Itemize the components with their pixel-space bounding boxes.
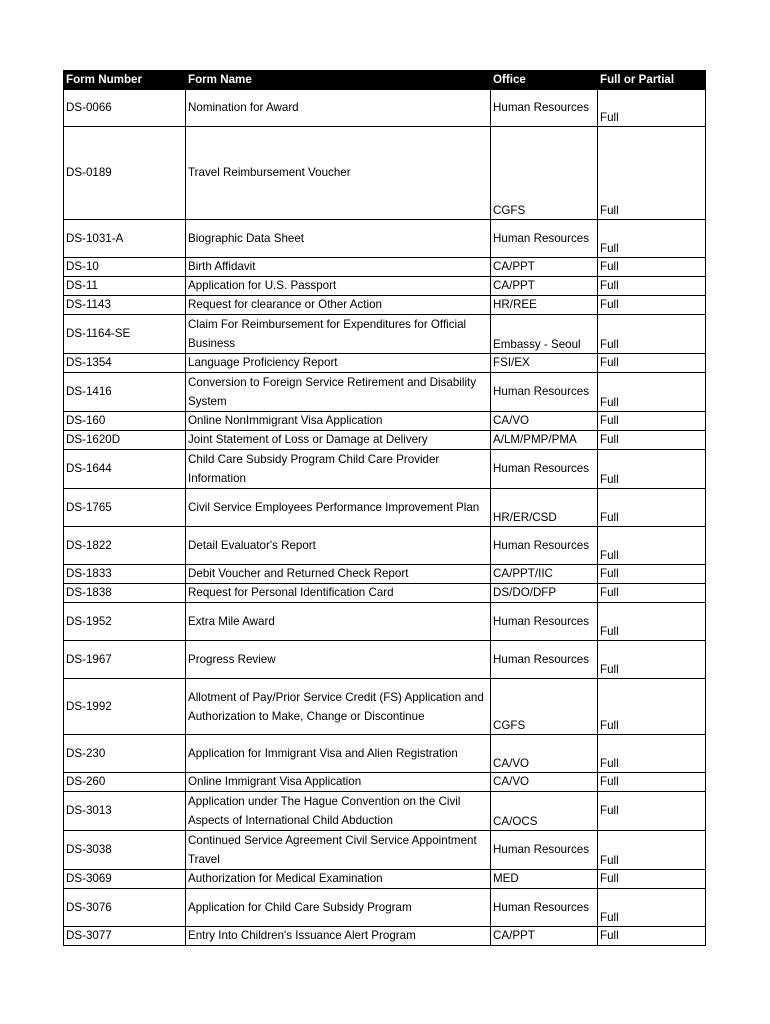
office: Human Resources <box>491 90 598 127</box>
table-row <box>64 831 706 870</box>
office: MED <box>491 870 598 889</box>
table-row <box>64 354 706 373</box>
table-row <box>64 431 706 450</box>
form-number: DS-11 <box>64 277 186 296</box>
full-or-partial: Full <box>598 277 706 296</box>
form-number: DS-0189 <box>64 127 186 220</box>
table-row <box>64 641 706 679</box>
form-number: DS-230 <box>64 735 186 773</box>
form-name: Extra Mile Award <box>186 603 491 641</box>
table-row <box>64 773 706 792</box>
table-row <box>64 679 706 735</box>
full-or-partial: Full <box>598 258 706 277</box>
office: Human Resources <box>491 641 598 679</box>
form-name: Allotment of Pay/Prior Service Credit (FS) Application and Authorization to Make, Change or Discontinue <box>186 679 491 735</box>
header-form-number: Form Number <box>64 71 186 90</box>
form-name: Application for Immigrant Visa and Alien Registration <box>186 735 491 773</box>
full-or-partial: Full <box>598 527 706 565</box>
table-row <box>64 220 706 258</box>
form-name: Detail Evaluator's Report <box>186 527 491 565</box>
office: CA/PPT <box>491 258 598 277</box>
form-number: DS-3069 <box>64 870 186 889</box>
full-or-partial: Full <box>598 603 706 641</box>
form-name: Language Proficiency Report <box>186 354 491 373</box>
form-number: DS-1644 <box>64 450 186 489</box>
full-or-partial: Full <box>598 220 706 258</box>
full-or-partial: Full <box>598 450 706 489</box>
header-office: Office <box>491 71 598 90</box>
office: Embassy - Seoul <box>491 315 598 354</box>
table-row <box>64 258 706 277</box>
office: CGFS <box>491 127 598 220</box>
form-name: Request for Personal Identification Card <box>186 584 491 603</box>
office: A/LM/PMP/PMA <box>491 431 598 450</box>
office: CA/PPT <box>491 927 598 946</box>
form-name: Travel Reimbursement Voucher <box>186 127 491 220</box>
office: CGFS <box>491 679 598 735</box>
table-row <box>64 373 706 412</box>
form-name: Continued Service Agreement Civil Service Appointment Travel <box>186 831 491 870</box>
office: CA/VO <box>491 773 598 792</box>
office: CA/VO <box>491 735 598 773</box>
full-or-partial: Full <box>598 870 706 889</box>
full-or-partial: Full <box>598 354 706 373</box>
form-name: Conversion to Foreign Service Retirement and Disability System <box>186 373 491 412</box>
full-or-partial: Full <box>598 641 706 679</box>
form-name: Nomination for Award <box>186 90 491 127</box>
office: CA/PPT/IIC <box>491 565 598 584</box>
office: Human Resources <box>491 527 598 565</box>
form-name: Entry Into Children's Issuance Alert Program <box>186 927 491 946</box>
form-number: DS-3038 <box>64 831 186 870</box>
form-number: DS-1031-A <box>64 220 186 258</box>
form-name: Online Immigrant Visa Application <box>186 773 491 792</box>
table-row <box>64 296 706 315</box>
table-row <box>64 90 706 127</box>
full-or-partial: Full <box>598 773 706 792</box>
form-name: Claim For Reimbursement for Expenditures for Official Business <box>186 315 491 354</box>
form-number: DS-1992 <box>64 679 186 735</box>
form-name: Child Care Subsidy Program Child Care Provider Information <box>186 450 491 489</box>
full-or-partial: Full <box>598 565 706 584</box>
table-row <box>64 315 706 354</box>
form-number: DS-1354 <box>64 354 186 373</box>
form-number: DS-1416 <box>64 373 186 412</box>
header-row <box>64 71 706 90</box>
table-row <box>64 927 706 946</box>
table-row <box>64 603 706 641</box>
office: DS/DO/DFP <box>491 584 598 603</box>
form-number: DS-3077 <box>64 927 186 946</box>
header-full-or-partial: Full or Partial <box>598 71 706 90</box>
office: HR/REE <box>491 296 598 315</box>
form-name: Application under The Hague Convention on the Civil Aspects of International Child Abduction <box>186 792 491 831</box>
form-name: Biographic Data Sheet <box>186 220 491 258</box>
full-or-partial: Full <box>598 489 706 527</box>
full-or-partial: Full <box>598 792 706 831</box>
form-number: DS-1822 <box>64 527 186 565</box>
form-number: DS-1765 <box>64 489 186 527</box>
form-number: DS-3013 <box>64 792 186 831</box>
form-number: DS-1838 <box>64 584 186 603</box>
office: Human Resources <box>491 603 598 641</box>
form-name: Request for clearance or Other Action <box>186 296 491 315</box>
office: Human Resources <box>491 831 598 870</box>
full-or-partial: Full <box>598 315 706 354</box>
full-or-partial: Full <box>598 412 706 431</box>
table-row <box>64 584 706 603</box>
table-row <box>64 450 706 489</box>
full-or-partial: Full <box>598 584 706 603</box>
form-number: DS-1967 <box>64 641 186 679</box>
table-body <box>64 90 706 946</box>
form-name: Progress Review <box>186 641 491 679</box>
office: FSI/EX <box>491 354 598 373</box>
form-number: DS-1833 <box>64 565 186 584</box>
header-form-name: Form Name <box>186 71 491 90</box>
office: CA/PPT <box>491 277 598 296</box>
full-or-partial: Full <box>598 831 706 870</box>
full-or-partial: Full <box>598 373 706 412</box>
full-or-partial: Full <box>598 927 706 946</box>
form-name: Online NonImmigrant Visa Application <box>186 412 491 431</box>
full-or-partial: Full <box>598 296 706 315</box>
table-row <box>64 889 706 927</box>
form-name: Joint Statement of Loss or Damage at Delivery <box>186 431 491 450</box>
table-row <box>64 277 706 296</box>
table-row <box>64 792 706 831</box>
office: Human Resources <box>491 220 598 258</box>
office: CA/VO <box>491 412 598 431</box>
full-or-partial: Full <box>598 90 706 127</box>
form-name: Authorization for Medical Examination <box>186 870 491 889</box>
form-name: Application for Child Care Subsidy Program <box>186 889 491 927</box>
table-row <box>64 870 706 889</box>
form-number: DS-1620D <box>64 431 186 450</box>
full-or-partial: Full <box>598 679 706 735</box>
office: Human Resources <box>491 450 598 489</box>
table-header <box>64 71 706 90</box>
full-or-partial: Full <box>598 735 706 773</box>
form-name: Civil Service Employees Performance Improvement Plan <box>186 489 491 527</box>
form-number: DS-10 <box>64 258 186 277</box>
office: HR/ER/CSD <box>491 489 598 527</box>
form-number: DS-0066 <box>64 90 186 127</box>
office: CA/OCS <box>491 792 598 831</box>
form-name: Debit Voucher and Returned Check Report <box>186 565 491 584</box>
forms-table <box>63 70 706 946</box>
full-or-partial: Full <box>598 431 706 450</box>
form-number: DS-1952 <box>64 603 186 641</box>
table-row <box>64 127 706 220</box>
table-row <box>64 489 706 527</box>
full-or-partial: Full <box>598 127 706 220</box>
form-number: DS-1143 <box>64 296 186 315</box>
full-or-partial: Full <box>598 889 706 927</box>
office: Human Resources <box>491 889 598 927</box>
table-row <box>64 527 706 565</box>
form-name: Birth Affidavit <box>186 258 491 277</box>
form-number: DS-3076 <box>64 889 186 927</box>
form-number: DS-160 <box>64 412 186 431</box>
table-row <box>64 735 706 773</box>
form-name: Application for U.S. Passport <box>186 277 491 296</box>
office: Human Resources <box>491 373 598 412</box>
table-row <box>64 565 706 584</box>
form-number: DS-260 <box>64 773 186 792</box>
form-number: DS-1164-SE <box>64 315 186 354</box>
table-row <box>64 412 706 431</box>
